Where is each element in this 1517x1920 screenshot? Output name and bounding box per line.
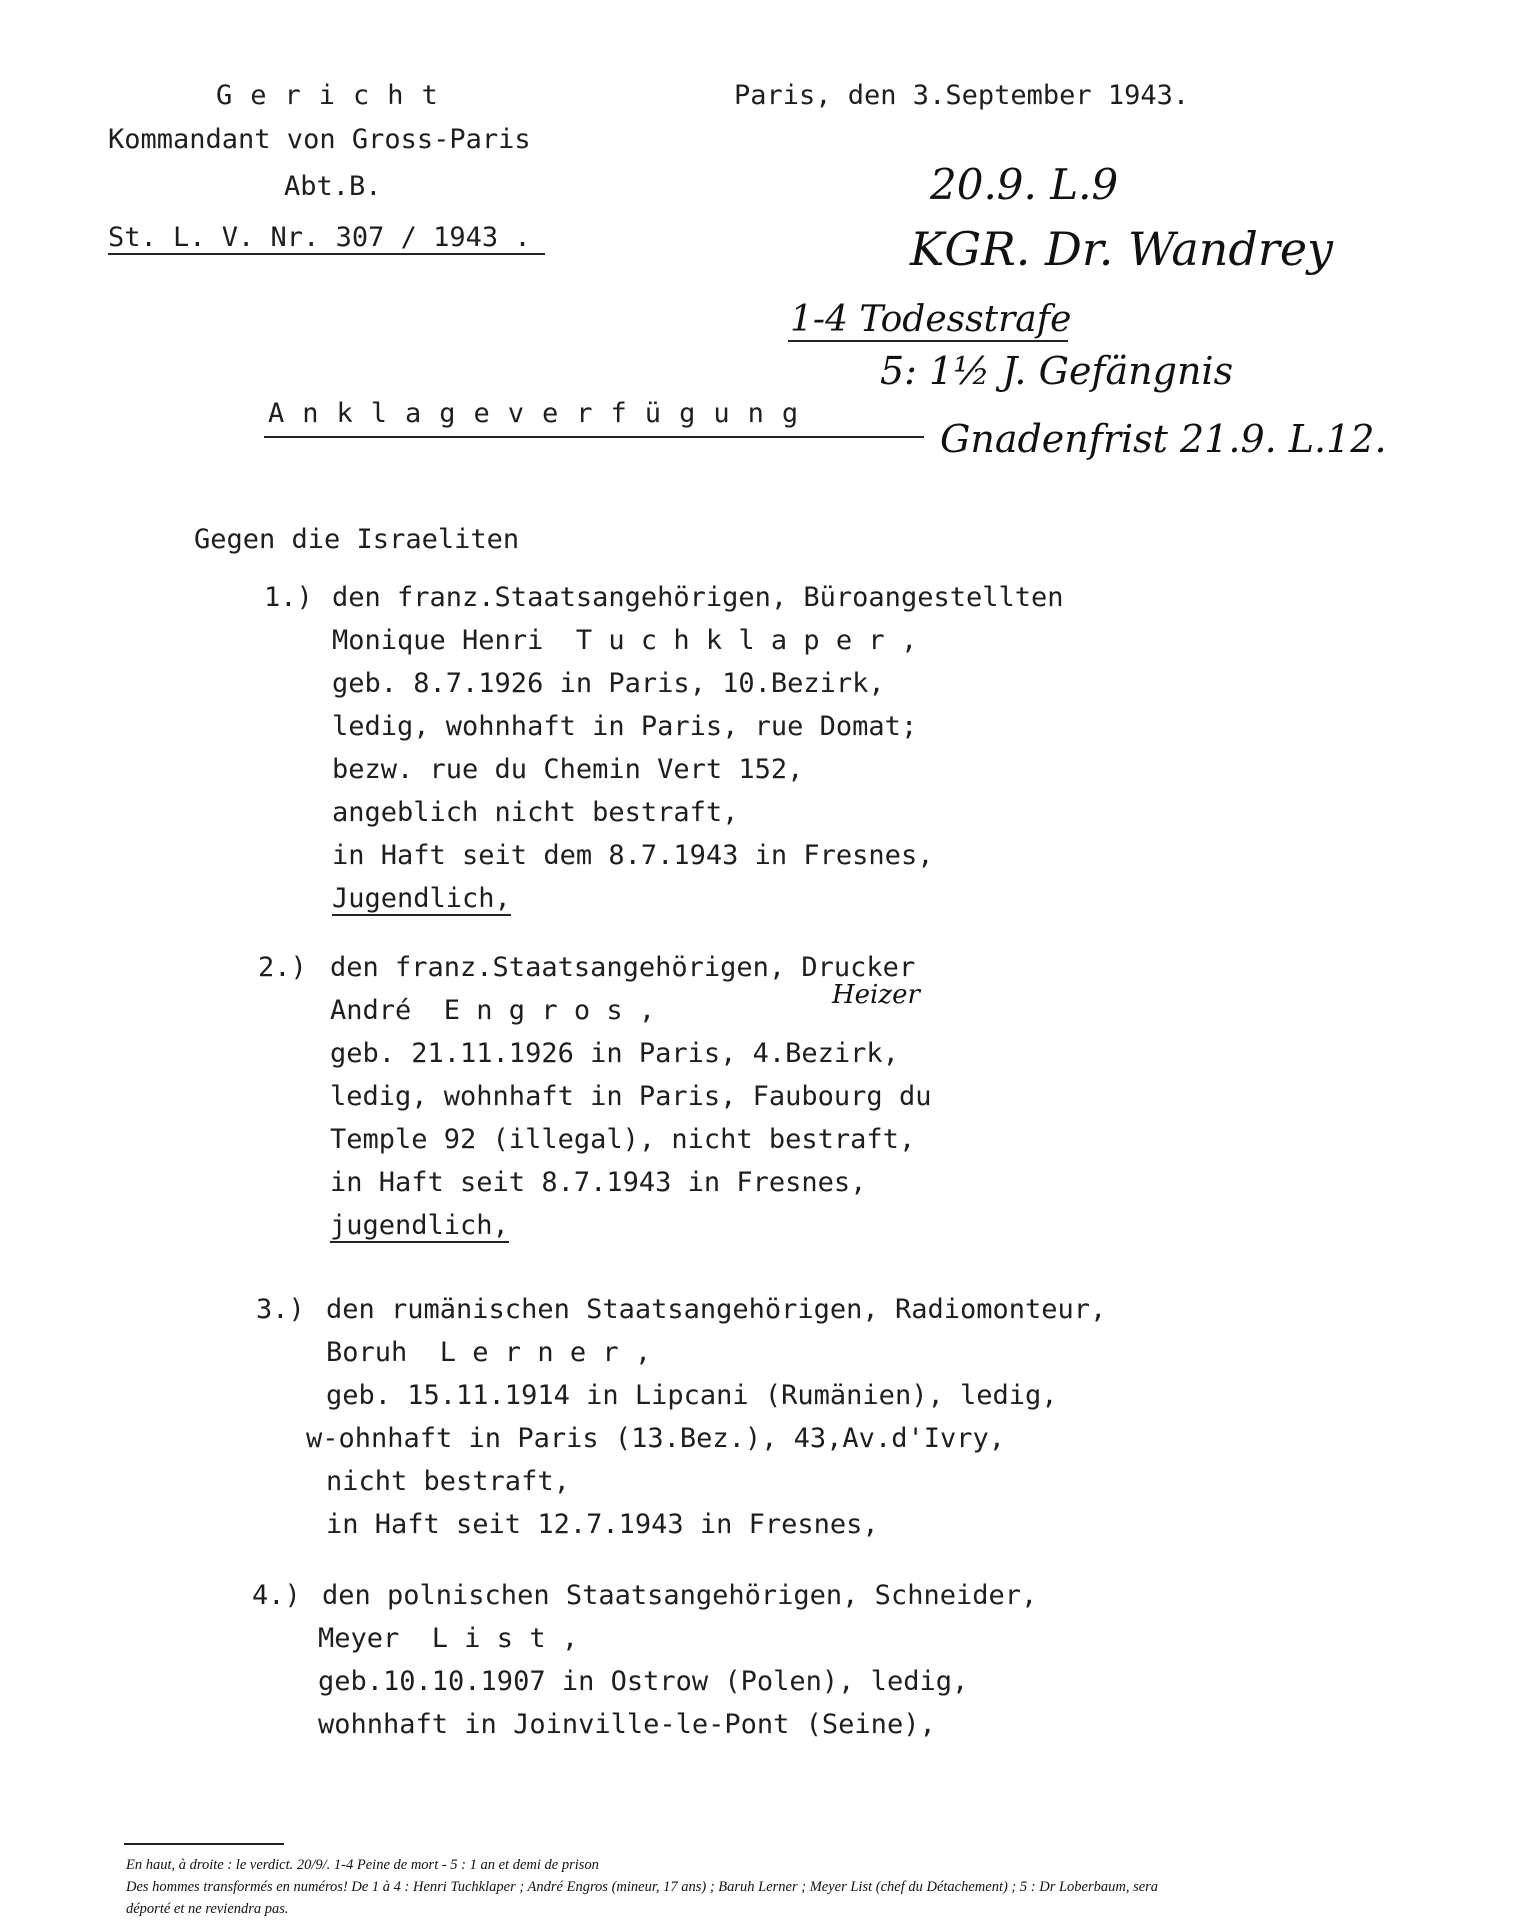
handwritten-underline-1 xyxy=(788,340,1068,342)
handwritten-grace-period: Gnadenfrist 21.9. L.12. xyxy=(940,417,1387,461)
handwritten-sentence-5: 5: 1½ J. Gefängnis xyxy=(880,349,1234,393)
entry-line: Temple 92 (illegal), nicht bestraft, xyxy=(330,1124,916,1155)
handwritten-court-name: KGR. Dr. Wandrey xyxy=(910,222,1334,276)
entry-line: in Haft seit 8.7.1943 in Fresnes, xyxy=(330,1167,867,1198)
entry-line: Monique Henri T u c h k l a p e r , xyxy=(332,625,918,656)
entry-number: 1.) xyxy=(264,582,313,613)
place-date: Paris, den 3.September 1943. xyxy=(734,80,1190,111)
intro-line: Gegen die Israeliten xyxy=(194,524,520,555)
handwritten-sentence-1-4: 1-4 Todesstrafe xyxy=(790,299,1072,340)
court-heading: Gericht xyxy=(216,80,456,111)
title-underline xyxy=(264,436,924,438)
handwritten-verdict-date: 20.9. L.9 xyxy=(930,160,1119,209)
entry-line: ledig, wohnhaft in Paris, Faubourg du xyxy=(330,1081,932,1112)
entry-line: den franz.Staatsangehörigen, Büroangestellten xyxy=(332,582,1064,613)
case-number: St. L. V. Nr. 307 / 1943 . xyxy=(108,224,545,255)
caption-line-2: Des hommes transformés en numéros! De 1 à 4 : Henri Tuchklaper ; André Engros (mineur, 17 ans) ; Baruh Lerner ; Meyer List (chef du Détachement) ; 5 : Dr Loberbaum, sera xyxy=(126,1879,1159,1895)
entry-line: bezw. rue du Chemin Vert 152, xyxy=(332,754,804,785)
entry-number: 4.) xyxy=(252,1580,301,1611)
entry-line: in Haft seit dem 8.7.1943 in Fresnes, xyxy=(332,840,934,871)
entry-line: in Haft seit 12.7.1943 in Fresnes, xyxy=(326,1509,879,1540)
entry-line: ledig, wohnhaft in Paris, rue Domat; xyxy=(332,711,918,742)
caption-line-3: déporté et ne reviendra pas. xyxy=(126,1901,289,1917)
caption-rule xyxy=(124,1843,284,1845)
entry-line: den rumänischen Staatsangehörigen, Radiomonteur, xyxy=(326,1294,1107,1325)
command-heading: Kommandant von Gross-Paris xyxy=(108,124,531,155)
document-title: Anklageverfügung xyxy=(268,398,817,429)
entry-line: angeblich nicht bestraft, xyxy=(332,797,739,828)
department-label: Abt.B. xyxy=(284,171,382,202)
entry-line: Meyer L i s t , xyxy=(318,1623,579,1654)
caption-line-1: En haut, à droite : le verdict. 20/9/. 1-4 Peine de mort - 5 : 1 an et demi de prison xyxy=(126,1857,599,1873)
entry-line: nicht bestraft, xyxy=(326,1466,570,1497)
entry-line: w-ohnhaft in Paris (13.Bez.), 43,Av.d'Ivry, xyxy=(306,1423,1005,1454)
entry-line: Jugendlich, xyxy=(332,883,511,914)
entry-line: geb.10.10.1907 in Ostrow (Polen), ledig, xyxy=(318,1666,969,1697)
handwritten-occupation-correction: Heizer xyxy=(832,980,920,1010)
entry-line: jugendlich, xyxy=(330,1210,509,1241)
entry-line: Boruh L e r n e r , xyxy=(326,1337,652,1368)
entry-line: wohnhaft in Joinville-le-Pont (Seine), xyxy=(318,1709,936,1740)
entry-number: 2.) xyxy=(258,952,307,983)
entry-line: geb. 15.11.1914 in Lipcani (Rumänien), ledig, xyxy=(326,1380,1058,1411)
entry-line: André E n g r o s , xyxy=(330,995,656,1026)
entry-line: den franz.Staatsangehörigen, Drucker xyxy=(330,952,916,983)
entry-line: geb. 8.7.1926 in Paris, 10.Bezirk, xyxy=(332,668,885,699)
entry-number: 3.) xyxy=(256,1294,305,1325)
entry-line: den polnischen Staatsangehörigen, Schneider, xyxy=(322,1580,1038,1611)
entry-line: geb. 21.11.1926 in Paris, 4.Bezirk, xyxy=(330,1038,899,1069)
